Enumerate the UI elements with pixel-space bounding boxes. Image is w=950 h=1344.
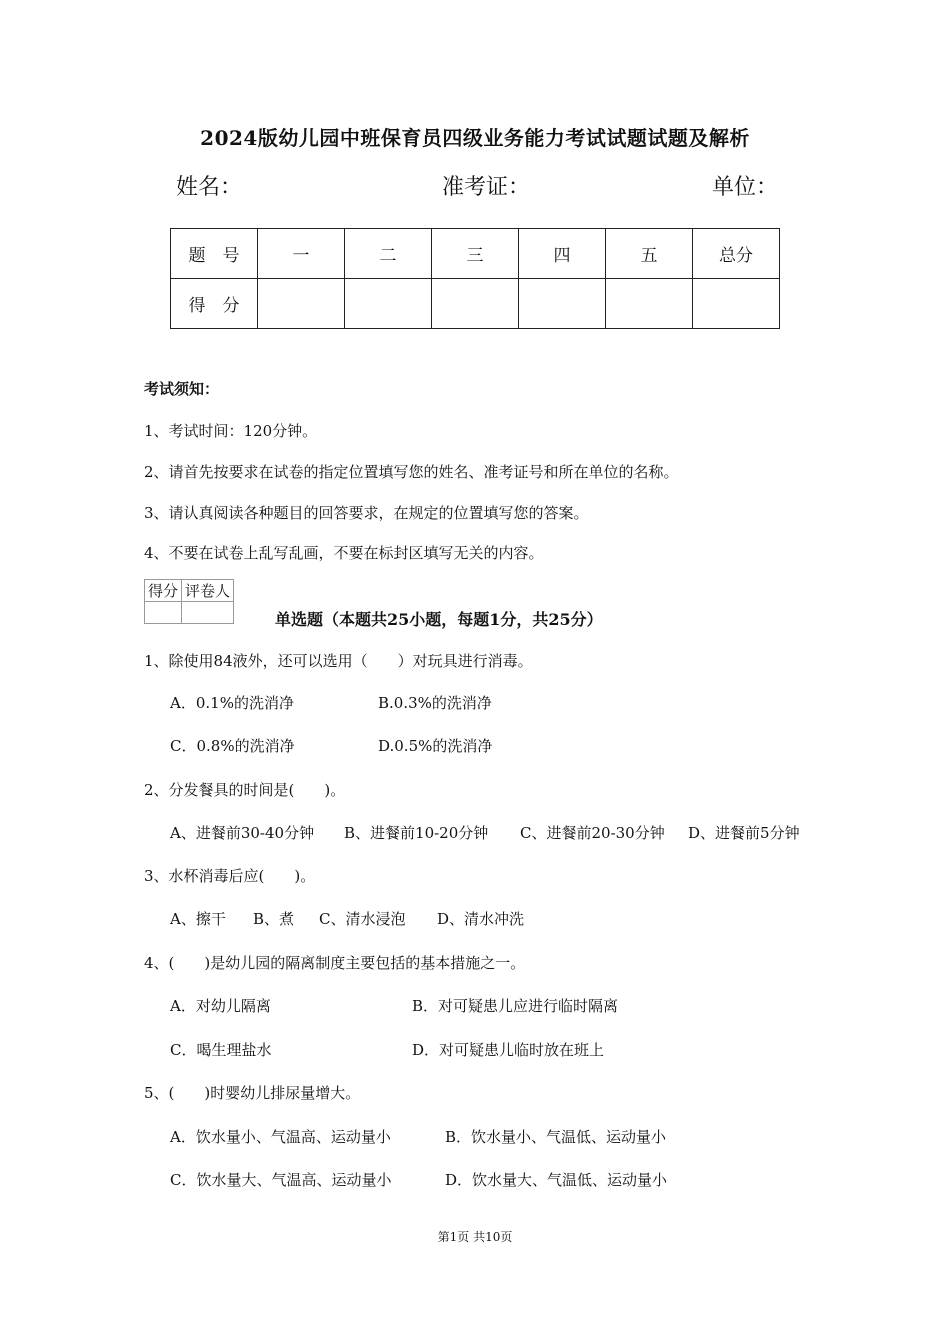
notice-item: 2、请首先按要求在试卷的指定位置填写您的姓名、准考证号和所在单位的名称。 [144,463,679,481]
question-option[interactable]: B、进餐前10-20分钟 [344,824,489,842]
notice-item: 1、考试时间：120分钟。 [144,422,318,440]
score-table-header-row [171,229,780,279]
question-option[interactable]: A．饮水量小、气温高、运动量小 [170,1128,391,1146]
grader-box-label: 评卷人 [182,580,234,602]
question-option[interactable]: C、进餐前20-30分钟 [520,824,665,842]
question-option[interactable]: B、煮 [253,910,295,928]
score-table-cell: 二 [345,229,432,279]
question-stem: 1、除使用84液外，还可以选用（ ）对玩具进行消毒。 [144,652,533,670]
score-table [170,228,780,329]
question-option[interactable]: D．饮水量大、气温低、运动量小 [445,1171,668,1189]
question-option[interactable]: C．饮水量大、气温高、运动量小 [170,1171,392,1189]
score-input-cell[interactable] [345,279,432,329]
question-option[interactable]: C．0.8%的洗消净 [170,737,295,755]
grader-box-label: 得分 [145,580,182,602]
question-stem: 5、( )时婴幼儿排尿量增大。 [144,1084,361,1102]
question-option[interactable]: A．对幼儿隔离 [170,997,271,1015]
question-option[interactable]: D、进餐前5分钟 [688,824,800,842]
exam-id-field-label: 准考证： [442,175,531,200]
score-table-cell: 题 号 [171,229,258,279]
question-option[interactable]: C、清水浸泡 [319,910,406,928]
name-field-label: 姓名： [176,175,243,200]
page-footer: 第1页 共10页 [437,1230,513,1244]
question-option[interactable]: A、进餐前30-40分钟 [170,824,315,842]
score-input-cell[interactable] [519,279,606,329]
section-title: 单选题（本题共25小题，每题1分，共25分） [275,610,603,629]
grader-name-cell[interactable] [182,602,234,624]
question-option[interactable]: B．饮水量小、气温低、运动量小 [445,1128,667,1146]
question-option[interactable]: B．对可疑患儿应进行临时隔离 [412,997,619,1015]
question-stem: 4、( )是幼儿园的隔离制度主要包括的基本措施之一。 [144,954,526,972]
score-input-cell[interactable] [606,279,693,329]
unit-field-label: 单位： [712,175,779,200]
score-table-cell: 三 [432,229,519,279]
question-option[interactable]: D、清水冲洗 [437,910,525,928]
notice-item: 3、请认真阅读各种题目的回答要求，在规定的位置填写您的答案。 [144,504,589,522]
score-table-cell: 得 分 [171,279,258,329]
grader-box [144,579,234,624]
score-table-cell: 四 [519,229,606,279]
question-option[interactable]: C．喝生理盐水 [170,1041,272,1059]
question-option[interactable]: A．0.1%的洗消净 [170,694,294,712]
question-option[interactable]: A、擦干 [170,910,226,928]
score-table-score-row [171,279,780,329]
notice-item: 4、不要在试卷上乱写乱画，不要在标封区填写无关的内容。 [144,544,544,562]
exam-title: 2024版幼儿园中班保育员四级业务能力考试试题试题及解析 [200,126,750,150]
notice-heading: 考试须知： [144,380,220,398]
score-input-cell[interactable] [432,279,519,329]
question-option[interactable]: D．对可疑患儿临时放在班上 [412,1041,605,1059]
score-input-cell[interactable] [258,279,345,329]
question-stem: 3、水杯消毒后应( )。 [144,867,316,885]
score-input-cell[interactable] [693,279,780,329]
question-option[interactable]: B.0.3%的洗消净 [378,694,492,712]
question-option[interactable]: D.0.5%的洗消净 [378,737,493,755]
score-table-cell: 五 [606,229,693,279]
question-stem: 2、分发餐具的时间是( )。 [144,781,346,799]
grader-score-cell[interactable] [145,602,182,624]
score-table-cell: 一 [258,229,345,279]
score-table-cell: 总分 [693,229,780,279]
